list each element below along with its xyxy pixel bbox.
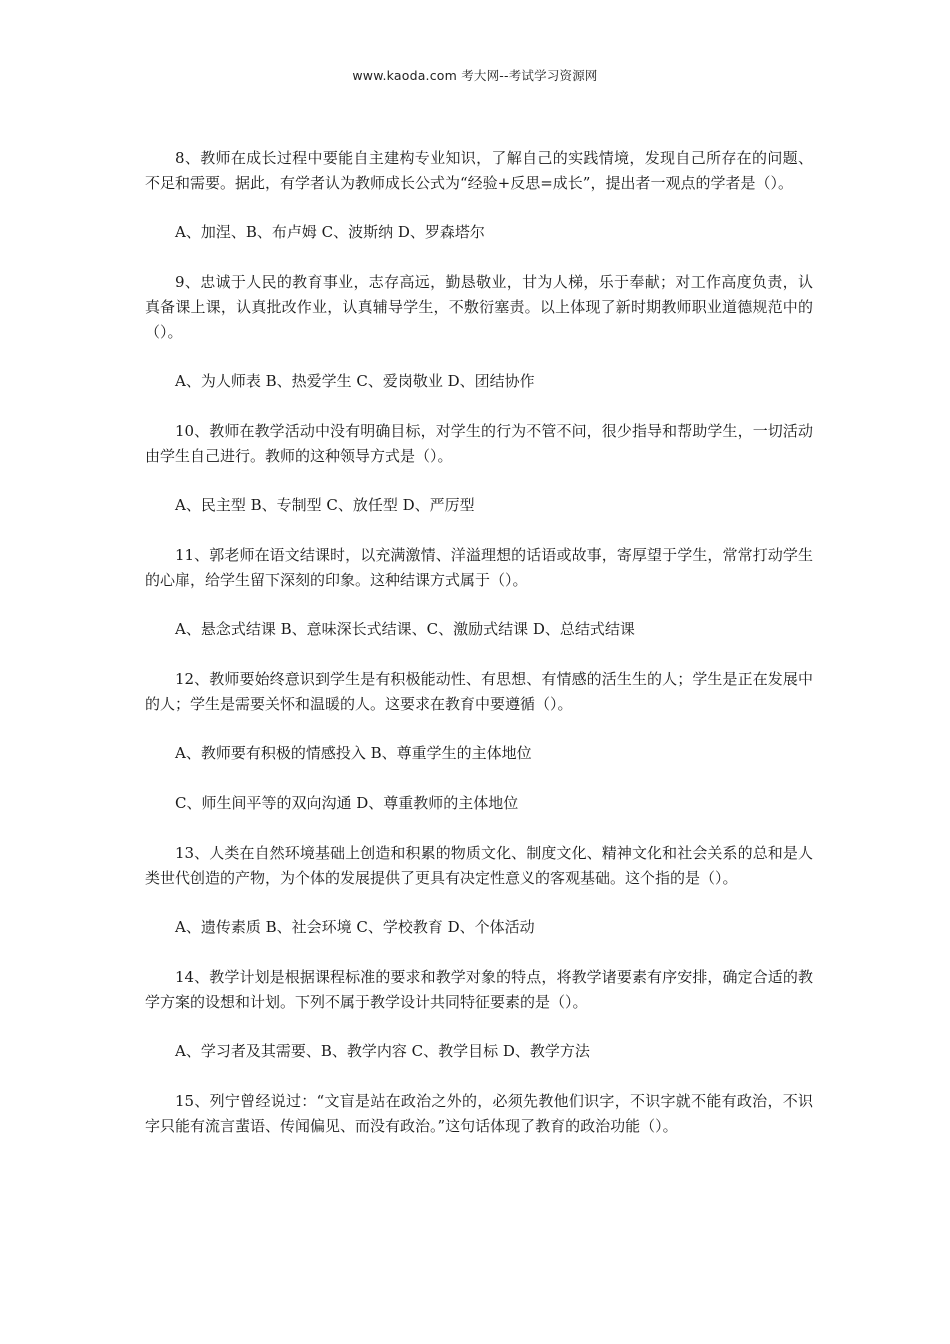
- question-10: 10、教师在教学活动中没有明确目标，对学生的行为不管不问，很少指导和帮助学生，一切活动由学生自己进行。教师的这种领导方式是（）。: [145, 422, 813, 465]
- options-14: A、学习者及其需要、B、教学内容 C、教学目标 D、教学方法: [175, 1042, 590, 1060]
- question-15: 15、列宁曾经说过：“文盲是站在政治之外的，必须先教他们识字，不识字就不能有政治，不识字只能有流言蜚语、传闻偏见、而没有政治。”这句话体现了教育的政治功能（）。: [145, 1092, 813, 1135]
- question-13: 13、人类在自然环境基础上创造和积累的物质文化、制度文化、精神文化和社会关系的总和是人类世代创造的产物，为个体的发展提供了更具有决定性意义的客观基础。这个指的是（）。: [145, 844, 813, 887]
- options-8: A、加涅、B、布卢姆 C、波斯纳 D、罗森塔尔: [175, 223, 485, 241]
- question-8: 8、教师在成长过程中要能自主建构专业知识，了解自己的实践情境，发现自己所存在的问题、不足和需要。据此，有学者认为教师成长公式为“经验+反思=成长”，提出者一观点的学者是（）。: [145, 149, 813, 192]
- options-10: A、民主型 B、专制型 C、放任型 D、严厉型: [175, 496, 475, 514]
- question-12: 12、教师要始终意识到学生是有积极能动性、有思想、有情感的活生生的人；学生是正在发展中的人；学生是需要关怀和温暖的人。这要求在教育中要遵循（）。: [145, 670, 813, 713]
- options-13: A、遗传素质 B、社会环境 C、学校教育 D、个体活动: [175, 918, 535, 936]
- question-11: 11、郭老师在语文结课时，以充满激情、洋溢理想的话语或故事，寄厚望于学生，常常打动学生的心扉，给学生留下深刻的印象。这种结课方式属于（）。: [145, 546, 813, 589]
- options-12-line-1: A、教师要有积极的情感投入 B、尊重学生的主体地位: [175, 744, 532, 762]
- options-11: A、悬念式结课 B、意味深长式结课、C、激励式结课 D、总结式结课: [175, 620, 635, 638]
- question-9: 9、忠诚于人民的教育事业，志存高远，勤恳敬业，甘为人梯，乐于奉献；对工作高度负责，认真备课上课，认真批改作业，认真辅导学生，不敷衍塞责。以上体现了新时期教师职业道德规范中的（）。: [145, 273, 813, 341]
- page-header: www.kaoda.com 考大网--考试学习资源网: [352, 68, 598, 83]
- options-12-line-2: C、师生间平等的双向沟通 D、尊重教师的主体地位: [175, 794, 519, 812]
- question-14: 14、教学计划是根据课程标准的要求和教学对象的特点，将教学诸要素有序安排，确定合适的教学方案的设想和计划。下列不属于教学设计共同特征要素的是（）。: [145, 968, 813, 1011]
- options-9: A、为人师表 B、热爱学生 C、爱岗敬业 D、团结协作: [175, 372, 535, 390]
- question-list: [145, 146, 813, 1139]
